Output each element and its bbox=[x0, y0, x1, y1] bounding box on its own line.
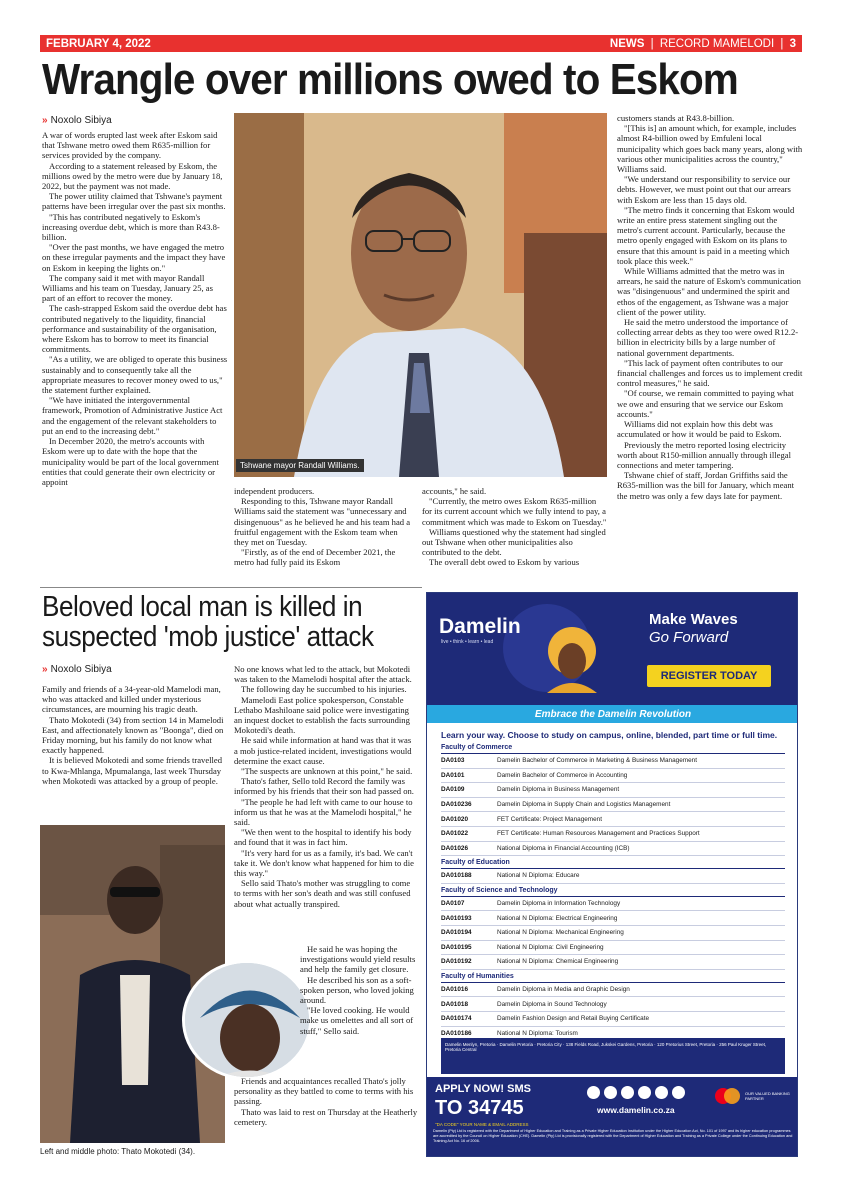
paragraph: He said while information at hand was that it was a mob justice-related incident, investigations would determine the exact cause. bbox=[234, 735, 412, 766]
paragraph: A war of words erupted last week after Eskom said that Tshwane metro owed them R635-million for services provided by the company. bbox=[42, 130, 218, 161]
mastercard-logo-icon bbox=[715, 1088, 739, 1112]
paragraph: He said the metro understood the importance of collecting arrear debts as they too were owed R12.2-billion in electricity bills by a large number of national government departments. bbox=[617, 317, 799, 358]
ad-go-forward: Go Forward bbox=[649, 629, 729, 646]
paragraph: Friends and acquaintances recalled Thato's jolly personality as they battled to come to terms with his passing. bbox=[234, 1076, 414, 1107]
course-row bbox=[441, 812, 785, 827]
paragraph: Williams questioned why the statement had singled out Tshwane when other municipalities also contributed to the debt. bbox=[422, 526, 606, 558]
story-separator bbox=[40, 587, 422, 588]
course-title: National N Diploma: Chemical Engineering bbox=[497, 958, 619, 966]
course-row bbox=[441, 911, 785, 926]
story2-column-2 bbox=[234, 664, 416, 964]
paragraph: "Firstly, as of the end of December 2021, the metro had fully paid its Eskom bbox=[234, 547, 396, 568]
sms-number: TO 34745 bbox=[435, 1097, 524, 1119]
ad-intro-text: Learn your way. Choose to study on campus, online, blended, part time or full time. bbox=[441, 730, 778, 740]
paragraph: "Currently, the metro owes Eskom R635-million for its current account which we fully intend to pay, a commitment which was made to Eskom on Tuesday." bbox=[422, 496, 607, 527]
paragraph: "The people he had left with came to our house to inform us that he was at the Mamelodi hospital," he said. bbox=[234, 796, 413, 828]
course-title: National N Diploma: Mechanical Engineering bbox=[497, 929, 624, 937]
course-row bbox=[441, 827, 785, 842]
course-code: DA010186 bbox=[441, 1029, 472, 1037]
linkedin-icon[interactable] bbox=[655, 1086, 668, 1099]
course-title: National N Diploma: Educare bbox=[497, 872, 580, 880]
paragraph: The following day he succumbed to his injuries. bbox=[241, 684, 407, 695]
section-label: NEWS bbox=[609, 37, 645, 50]
course-title: National Diploma in Financial Accounting (ICB) bbox=[497, 844, 630, 852]
course-title: Damelin Diploma in Information Technology bbox=[497, 900, 621, 908]
paragraph: "He loved cooking. He would make us omelettes and all sort of stuff," Sello said. bbox=[300, 1005, 414, 1036]
banking-partner-label: OUR VALUED BANKING PARTNER bbox=[745, 1091, 790, 1101]
story2-column-1 bbox=[42, 684, 227, 819]
course-title: National N Diploma: Tourism bbox=[497, 1029, 578, 1037]
course-title: FET Certificate: Human Resources Management and Practices Support bbox=[497, 830, 700, 838]
course-title: Damelin Diploma in Sound Technology bbox=[497, 1000, 607, 1008]
paragraph: "It's very hard for us as a family, it's bad. We can't take it. We don't know what happened for him to die this way." bbox=[234, 847, 414, 879]
paragraph: Responding to this, Tshwane mayor Randall Williams said the statement was "unnecessary and disingenuous" as he believed he and his team had a fruitful engagement with the Eskom team when they met on Tuesday. bbox=[234, 496, 411, 548]
course-code: DA01022 bbox=[441, 830, 469, 838]
byline-arrow-icon: » bbox=[42, 664, 48, 675]
paragraph: The cash-strapped Eskom said the overdue debt has contributed negatively to the liquidity, financial performance and sustainability of the organisation, where Eskom has to borrow to meet its financial commitments. bbox=[42, 303, 227, 355]
paragraph: Thato Mokotedi (34) from section 14 in Mamelodi East, and affectionately known as "Boonga", died on Friday morning, but his family do not know what exactly happened. bbox=[42, 714, 224, 756]
faculty-heading: Faculty of Humanities bbox=[441, 970, 785, 983]
paragraph: Sello said Thato's mother was struggling to come to terms with her son's death and was still confused about what actually transpired. bbox=[234, 878, 411, 909]
paragraph: In December 2020, the metro's accounts with Eskom were up to date with the hope that the municipality would be part of the local government entities that could generate their own electricity or appoint bbox=[42, 436, 219, 487]
ad-make-waves: Make Waves bbox=[649, 611, 738, 628]
paragraph: customers stands at R43.8-billion. bbox=[617, 113, 735, 123]
story1-column-4 bbox=[617, 113, 803, 583]
faculty-heading: Faculty of Science and Technology bbox=[441, 884, 785, 897]
paragraph: The company said it met with mayor Randall Williams and his team on Tuesday, January 25, as part of an effort to recover the money. bbox=[42, 272, 213, 304]
victim-photo-caption: Left and middle photo: Thato Mokotedi (34). bbox=[40, 1147, 196, 1156]
damelin-advertisement[interactable] bbox=[426, 592, 798, 1157]
course-row bbox=[441, 754, 785, 769]
faculty-heading: Faculty of Commerce bbox=[441, 741, 785, 754]
paragraph: "The metro finds it concerning that Eskom would write an entire press statement singling out the metro's current account. Particularly, because the metro openly engaged with Eskom on its plans to ensure that this amount is paid in a meeting which took place this week." bbox=[617, 204, 795, 266]
story2-column-2-end bbox=[234, 1076, 418, 1156]
instagram-icon[interactable] bbox=[621, 1086, 634, 1099]
publication-name: RECORD MAMELODI bbox=[659, 37, 775, 50]
paragraph: Thato's father, Sello told Record the family was informed by his friends that their son had passed on. bbox=[234, 776, 414, 797]
course-code: DA0107 bbox=[441, 900, 465, 908]
course-title: FET Certificate: Project Management bbox=[497, 815, 603, 823]
register-today-button[interactable]: REGISTER TODAY bbox=[647, 665, 771, 687]
story1-byline: » Noxolo Sibiya bbox=[42, 115, 112, 126]
paragraph: He described his son as a soft-spoken person, who loved joking around. bbox=[300, 974, 414, 1006]
story2-column-2-wrap bbox=[300, 944, 418, 1076]
damelin-url[interactable]: www.damelin.co.za bbox=[597, 1105, 675, 1115]
sms-instructions: "DA CODE" YOUR NAME & EMAIL ADDRESS bbox=[435, 1122, 529, 1127]
damelin-logo: Damelin bbox=[439, 615, 521, 638]
paragraph: The overall debt owed to Eskom by various bbox=[429, 557, 580, 568]
course-title: Damelin Diploma in Business Management bbox=[497, 786, 620, 794]
page-number: 3 bbox=[789, 37, 796, 50]
victim-photo-middle bbox=[182, 960, 312, 1080]
course-row bbox=[441, 955, 785, 970]
issue-date: FEBRUARY 4, 2022 bbox=[46, 37, 151, 50]
ad-hero-banner bbox=[427, 593, 798, 705]
course-row bbox=[441, 897, 785, 912]
course-row bbox=[441, 926, 785, 941]
course-code: DA0109 bbox=[441, 786, 465, 794]
story1-column-2 bbox=[234, 486, 414, 582]
story2-headline: Beloved local man is killed in suspected 'mob justice' attack bbox=[42, 591, 374, 653]
paragraph: "We then went to the hospital to identify his body and found that it was in fact him. bbox=[234, 827, 412, 848]
paragraph: It is believed Mokotedi and some friends travelled to Kwa-Mhlanga, Mpumalanga, last week Thursday when Mokotedi was attacked by a group of people. bbox=[42, 755, 223, 786]
paragraph: No one knows what led to the attack, but Mokotedi was taken to the Mamelodi hospital after the attack. bbox=[234, 664, 412, 685]
paragraph: According to a statement released by Eskom, the millions owed by the metro were due by January 18, 2022, but the payment was not made. bbox=[42, 160, 223, 192]
paragraph: "We understand our responsibility to service our debts. However, we must point out that our arrears with Eskom are less than 15 days old. bbox=[617, 174, 791, 205]
course-code: DA010192 bbox=[441, 958, 472, 966]
paragraph: "[This is] an amount which, for example, includes almost R4-billion owed by Emfuleni local municipality which goes back many years, along with various other municipalities across the country," Williams said. bbox=[617, 123, 803, 175]
paragraph: Family and friends of a 34-year-old Mamelodi man, who was attacked and killed under mysterious circumstances, are mourning his tragic death. bbox=[42, 684, 221, 715]
course-row bbox=[441, 842, 785, 857]
course-row bbox=[441, 783, 785, 798]
course-title: Damelin Bachelor of Commerce in Accounting bbox=[497, 771, 628, 779]
paragraph: "We have initiated the intergovernmental framework, Promotion of Administrative Justice Act and the engagement of the relevant stakeholders to put an end to the increasing debt." bbox=[42, 395, 223, 436]
course-row bbox=[441, 983, 785, 998]
damelin-tagline: live • think • learn • lead bbox=[441, 639, 494, 645]
paragraph: accounts," he said. bbox=[422, 486, 487, 496]
paragraph: independent producers. bbox=[234, 486, 315, 496]
course-code: DA01020 bbox=[441, 815, 469, 823]
paragraph: He said he was hoping the investigations would yield results and help the family get closure. bbox=[300, 944, 416, 975]
paragraph: "The suspects are unknown at this point," he said. bbox=[241, 766, 413, 777]
apply-now-label: APPLY NOW! SMS bbox=[435, 1083, 531, 1095]
paragraph: Previously the metro reported losing electricity worth about R150-million annually through illegal connections and meter tampering. bbox=[617, 439, 791, 470]
course-code: DA010188 bbox=[441, 872, 472, 880]
course-code: DA0103 bbox=[441, 757, 465, 765]
course-row bbox=[441, 941, 785, 956]
paragraph: "Over the past months, we have engaged the metro on these irregular payments and the impact they have on Eskom in keeping the lights on." bbox=[42, 242, 226, 273]
course-row bbox=[441, 997, 785, 1012]
course-code: DA010174 bbox=[441, 1015, 472, 1023]
paragraph: Tshwane chief of staff, Jordan Griffiths said the R635-million was the bill for January, which meant the metro was only a few days late for payment. bbox=[617, 470, 795, 501]
mayor-photo-caption: Tshwane mayor Randall Williams. bbox=[236, 459, 364, 472]
course-row bbox=[441, 769, 785, 784]
story2-byline: » Noxolo Sibiya bbox=[42, 664, 112, 675]
story1-column-3 bbox=[422, 486, 608, 582]
ad-legal-text: Damelin (Pty) Ltd is registered with the Department of Higher Education and Training as a Private Higher Education Institution under the Higher Education Act, No. 101 of 1997 and its higher education programmes are accredited by the Council on Higher Education (CHE). Damelin (Pty) Ltd is provisionally registered with the Department of Higher Education and Training as a Private College under the Continuing Education and Training Act No. 16 of 2006. bbox=[433, 1129, 793, 1143]
course-table bbox=[441, 741, 785, 1041]
paragraph: Williams did not explain how this debt was accumulated or how it would be paid to Eskom. bbox=[617, 419, 782, 440]
faculty-heading: Faculty of Education bbox=[441, 856, 785, 869]
mayor-photo bbox=[234, 113, 607, 477]
social-icons bbox=[587, 1086, 685, 1099]
youtube-icon[interactable] bbox=[638, 1086, 651, 1099]
facebook-icon[interactable] bbox=[587, 1086, 600, 1099]
course-row bbox=[441, 798, 785, 813]
course-row bbox=[441, 869, 785, 884]
course-row bbox=[441, 1012, 785, 1027]
course-code: DA010194 bbox=[441, 929, 472, 937]
course-title: Damelin Bachelor of Commerce in Marketing & Business Management bbox=[497, 757, 697, 765]
ad-revolution-band: Embrace the Damelin Revolution bbox=[427, 705, 798, 723]
header-right: NEWS | RECORD MAMELODI | 3 bbox=[609, 37, 796, 50]
course-code: DA010193 bbox=[441, 914, 472, 922]
story1-column-1 bbox=[42, 130, 228, 580]
paragraph: While Williams admitted that the metro was in arrears, he said the nature of Eskom's communication was "disingenuous" and undermined the spirit and ethos of the engagement, as Tshwane was a major client of the power utility. bbox=[617, 266, 801, 317]
course-title: Damelin Fashion Design and Retail Buying Certificate bbox=[497, 1015, 650, 1023]
paragraph: The power utility claimed that Tshwane's payment patterns have been irregular over the past six months. bbox=[42, 191, 226, 212]
course-code: DA010195 bbox=[441, 943, 472, 951]
course-code: DA01016 bbox=[441, 986, 469, 994]
paragraph: "This lack of payment often contributes to our financial challenges and forces us to implement credit control measures," he said. bbox=[617, 357, 803, 389]
course-code: DA01026 bbox=[441, 844, 469, 852]
ad-contact-block: Damelin Menlyn, Pretoria · Damelin Pretoria · Pretoria City · 138 Fields Road, Jukskei Gardens, Pretoria · 120 Pretorius Street, Pretoria · 256 Paul Kruger Street, Pretoria Central bbox=[441, 1038, 785, 1074]
course-title: National N Diploma: Electrical Engineering bbox=[497, 914, 618, 922]
course-title: Damelin Diploma in Supply Chain and Logistics Management bbox=[497, 801, 671, 809]
tiktok-icon[interactable] bbox=[672, 1086, 685, 1099]
paragraph: Mamelodi East police spokesperson, Constable Lethabo Mashiloane said police were investigating an inquest docket to establish the facts surrounding Mokotedi's death. bbox=[234, 694, 410, 736]
paragraph: "As a utility, we are obliged to operate this business sustainably and to consequently take all the appropriate measures to recover money owed to us," the statement further explained. bbox=[42, 354, 228, 396]
course-code: DA0101 bbox=[441, 771, 465, 779]
course-code: DA010236 bbox=[441, 801, 472, 809]
page-header-bar bbox=[40, 35, 802, 52]
paragraph: "Of course, we remain committed to paying what we owe and ensuring that we service our Eskom accounts." bbox=[617, 388, 794, 419]
twitter-icon[interactable] bbox=[604, 1086, 617, 1099]
course-code: DA01018 bbox=[441, 1000, 469, 1008]
course-title: National N Diploma: Civil Engineering bbox=[497, 943, 604, 951]
byline-arrow-icon: » bbox=[42, 115, 48, 126]
story1-headline: Wrangle over millions owed to Eskom bbox=[42, 55, 738, 104]
course-title: Damelin Diploma in Media and Graphic Design bbox=[497, 986, 630, 994]
paragraph: Thato was laid to rest on Thursday at the Heatherly cemetery. bbox=[234, 1106, 418, 1127]
paragraph: "This has contributed negatively to Eskom's increasing overdue debt, which is more than R43.8-billion. bbox=[42, 211, 220, 243]
